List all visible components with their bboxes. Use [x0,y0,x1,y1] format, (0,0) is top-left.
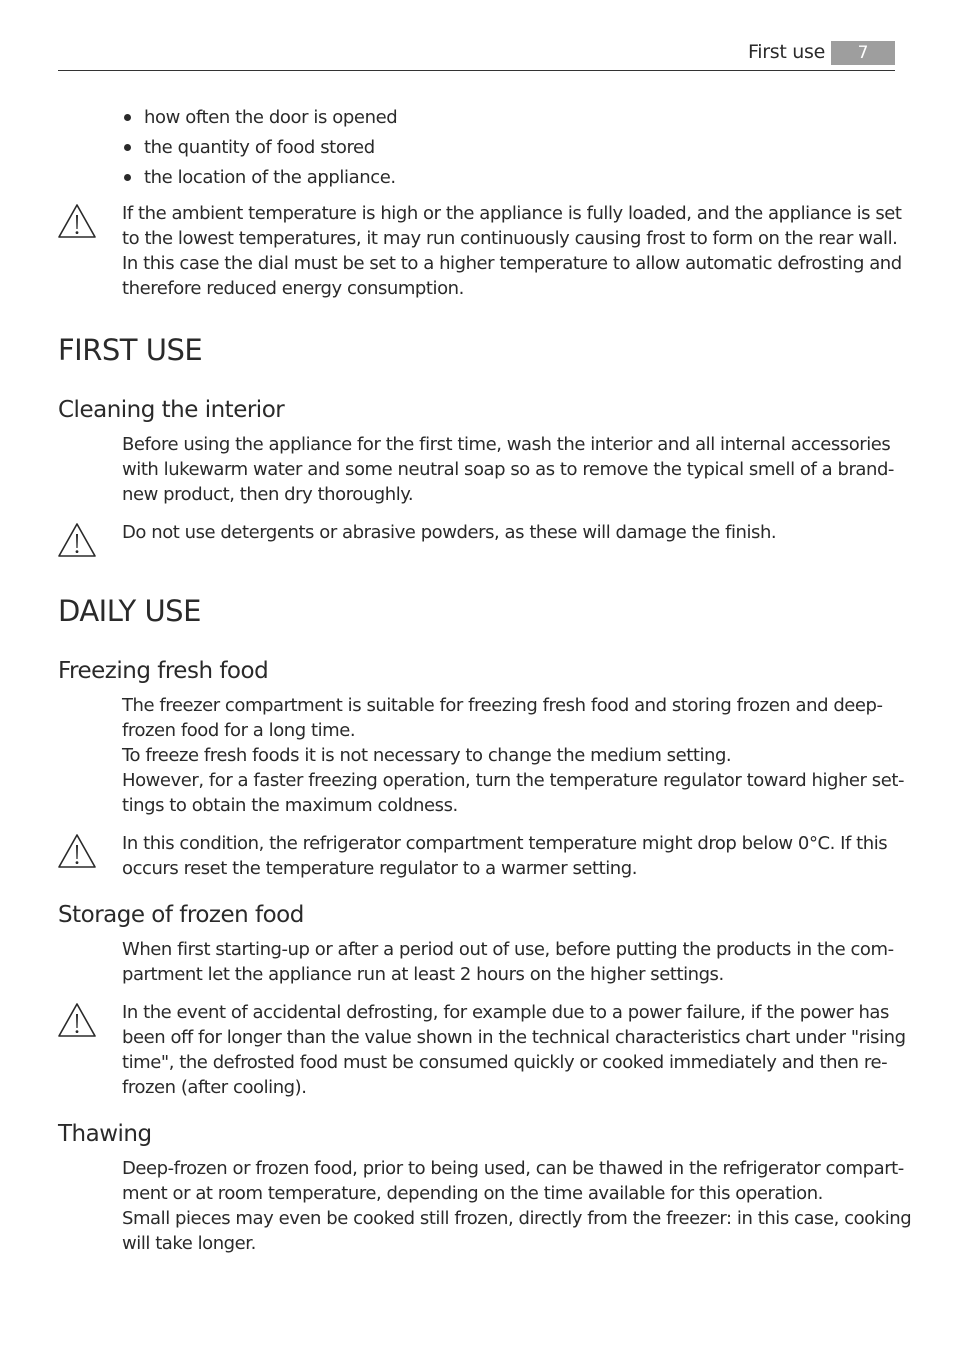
freezing-warning-text: In this condition, the refrigerator compartment temperature might drop below 0°C. If this occurs reset the temperature regulator to a warmer setting. [122,833,888,879]
storage-body: When first starting-up or after a period out of use, before putting the products in the com- partment let the appliance run at least 2 hours on the higher settings. [122,939,894,985]
list-item: the quantity of food stored [122,133,397,163]
heading-storage-frozen-food: Storage of frozen food [58,902,304,928]
running-header-title: First use [748,41,825,63]
cleaning-warning-text: Do not use detergents or abrasive powders, as these will damage the finish. [122,522,777,543]
list-item: how often the door is opened [122,103,397,133]
warning-triangle-icon [57,522,97,558]
freezing-body: The freezer compartment is suitable for freezing fresh food and storing frozen and deep- frozen food for a long time. To freeze fresh foods it is not necessary to change the medium setting. However, for a faster freezing operation, turn the temperature regulator toward higher set- tings to obtain the maximum coldness. [122,695,904,816]
warning-triangle-icon [57,1002,97,1038]
cleaning-body: Before using the appliance for the first time, wash the interior and all internal accessories with lukewarm water and some neutral soap so as to remove the typical smell of a brand- new product, then dry thoroughly. [122,434,894,505]
list-item: the location of the appliance. [122,163,397,193]
header-rule [58,70,895,71]
section-title-first-use: FIRST USE [58,333,203,367]
warning-ambient-text: If the ambient temperature is high or the appliance is fully loaded, and the appliance is set to the lowest temperatures, it may run continuously causing frost to form on the rear wall. In this case the dial must be set to a higher temperature to allow automatic defrosting and therefore reduced energy consumption. [122,203,902,299]
page-number: 7 [831,41,895,65]
intro-bullet-list [122,103,397,193]
thawing-body: Deep-frozen or frozen food, prior to being used, can be thawed in the refrigerator compart- ment or at room temperature, depending on the time available for this operation. Small pieces may even be cooked still frozen, directly from the freezer: in this case, cooking will take longer. [122,1158,912,1254]
warning-triangle-icon [57,833,97,869]
section-title-daily-use: DAILY USE [58,594,201,628]
warning-triangle-icon [57,203,97,239]
storage-warning-text: In the event of accidental defrosting, for example due to a power failure, if the power has been off for longer than the value shown in the technical characteristics chart under "rising time", the defrosted food must be consumed quickly or cooked immediately and then re- frozen (after cooling). [122,1002,906,1098]
heading-freezing-fresh-food: Freezing fresh food [58,658,269,684]
heading-cleaning-interior: Cleaning the interior [58,397,285,423]
heading-thawing: Thawing [58,1121,152,1147]
